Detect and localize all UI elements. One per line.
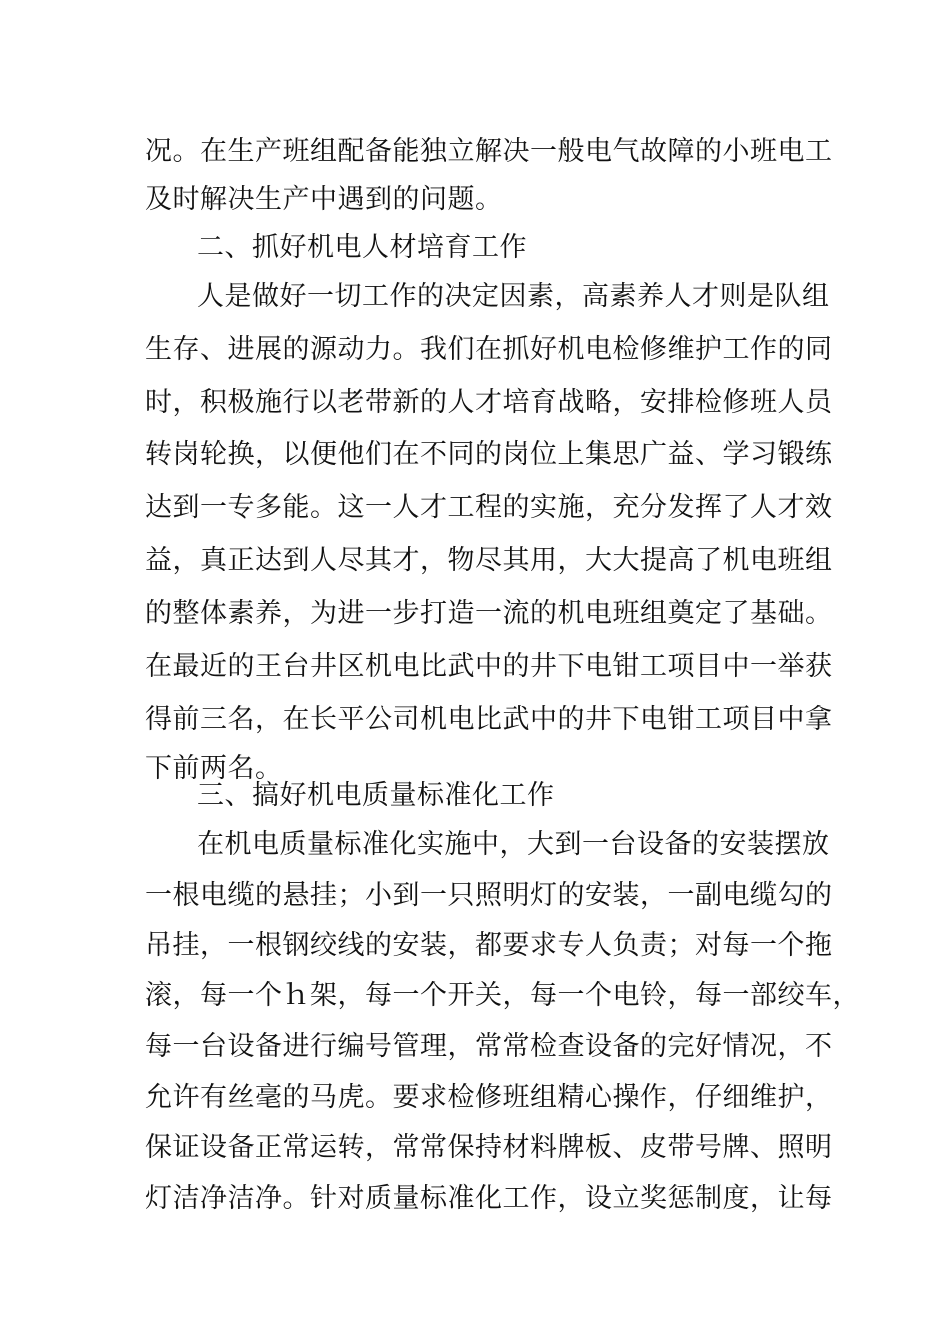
text-line: 每一台设备进行编号管理，常常检查设备的完好情况，不: [145, 1031, 833, 1062]
text-line: 下前两名。: [145, 753, 283, 784]
text-line: 况。在生产班组配备能独立解决一般电气故障的小班电工: [145, 136, 833, 167]
text-line: 的整体素养，为进一步打造一流的机电班组奠定了基础。: [145, 598, 833, 629]
text-line: 人是做好一切工作的决定因素，高素养人才则是队组: [197, 281, 830, 312]
text-line: 一根电缆的悬挂；小到一只照明灯的安装，一副电缆勾的: [145, 880, 833, 911]
text-line: 在最近的王台井区机电比武中的井下电钳工项目中一举获: [145, 651, 833, 682]
text-line: 及时解决生产中遇到的问题。: [145, 184, 503, 215]
text-line: 得前三名，在长平公司机电比武中的井下电钳工项目中拿: [145, 704, 833, 735]
text-line: 在机电质量标准化实施中，大到一台设备的安装摆放: [197, 829, 830, 860]
text-line: 灯洁净洁净。针对质量标准化工作，设立奖惩制度，让每: [145, 1183, 833, 1214]
text-line: 时，积极施行以老带新的人才培育战略，安排检修班人员: [145, 387, 833, 418]
text-line: 转岗轮换，以便他们在不同的岗位上集思广益、学习锻练: [145, 439, 833, 470]
text-line: 允许有丝毫的马虎。要求检修班组精心操作，仔细维护，: [145, 1082, 833, 1113]
text-line: 吊挂，一根钢绞线的安装，都要求专人负责；对每一个拖: [145, 930, 833, 961]
section-heading: 二、抓好机电人材培育工作: [197, 232, 527, 263]
text-line: 滚，每一个ｈ架，每一个开关，每一个电铃，每一部绞车，: [145, 980, 860, 1011]
text-line: 达到一专多能。这一人才工程的实施，充分发挥了人才效: [145, 492, 833, 523]
section-heading: 三、搞好机电质量标准化工作: [197, 780, 555, 811]
text-line: 保证设备正常运转，常常保持材料牌板、皮带号牌、照明: [145, 1132, 833, 1163]
text-line: 益，真正达到人尽其才，物尽其用，大大提高了机电班组: [145, 545, 833, 576]
text-line: 生存、进展的源动力。我们在抓好机电检修维护工作的同: [145, 334, 833, 365]
